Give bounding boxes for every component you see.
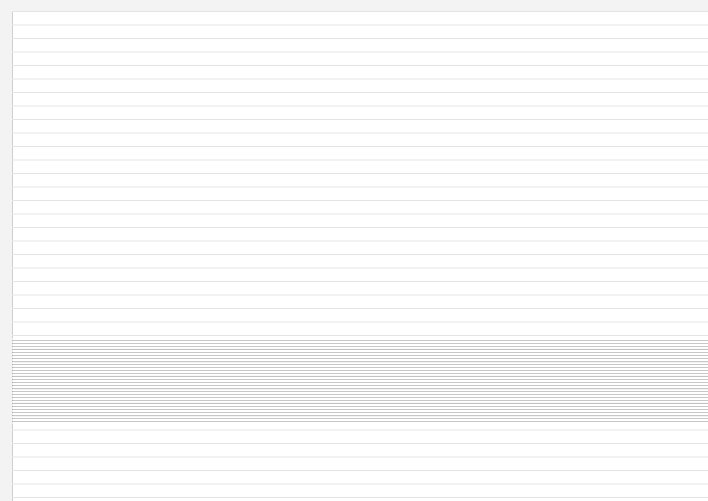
compressed-rows-overlay	[12, 338, 708, 424]
sheet-grid[interactable]	[12, 11, 708, 501]
